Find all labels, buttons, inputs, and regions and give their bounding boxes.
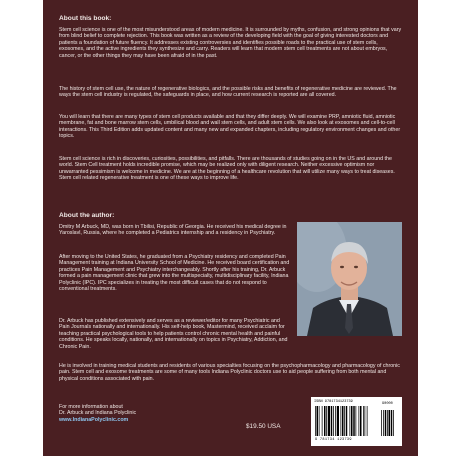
about-book-heading: About this book: [59,15,112,22]
addon-code: 90000 [382,402,393,406]
about-book-paragraph-4: Stem cell science is rich in discoveries, curiosities, possibilities, and pitfalls. There are thousands of studies going on in the US and around the world. Stem Cell treatment holds incredible promise, which may be realized only with diligent research. Neither excessive optimism nor unwarranted pessimism is welcome in medicine. We are at the beginning of a healthcare revolution that will utilize many ways to treat diseases. Stem cell related regenerative treatment is one of these ways to improve life. [59,156,395,182]
about-book-paragraph-3: You will learn that there are many types of stem cell products available and that they differ deeply. We will examine PRP, amniotic fluid, amniotic membrane, fat and bone marrow stem cells, umbilical blood and wall stem cells, and adult stem cells. We also look at exosomes and cell-to-cell interactions. This Third Edition adds updated content and many new and expanded chapters, including regulatory environment changes and other topics. [59,114,401,140]
contact-info [59,404,136,423]
about-book-paragraph-1: Stem cell science is one of the most misunderstood areas of modern medicine. It is surrounded by myths, confusion, and strong opinions that vary from blind belief to complete rejection. This book was written as a review of the developing field with the goal of giving interested doctors and patients a foundation of future fluency. It addresses existing controversies and identifies possible roads to the practical use of stem cells, exosomes, and the active ingredients they synthesize and carry. Readers will learn that modern stem cell treatments are not about embryos, cancer, or the other things they may have been afraid of in the past. [59,27,402,59]
about-author-paragraph-2: After moving to the United States, he graduated from a Psychiatry residency and completed Pain Management training at Indiana University School of Medicine. He received board certification and practices Pain Management and Psychiatry interchangeably. Shortly after his training, Dr. Arbuck formed a pain management clinic that grew into the multispecialty, multidisciplinary facility, Indiana Polyclinic (IPC). IPC specializes in treating the most difficult cases that do not respond to conventional treatments. [59,254,290,293]
about-author-paragraph-3: Dr. Arbuck has published extensively and serves as a reviewer/editor for many Psychiatric and Pain Journals nationally and internationally. His self-help book, Mastermind, received acclaim for teaching practical psychological tools to help patients control chronic mental health and painful conditions. He speaks locally, nationally, and internationally on topics in Psychiatry, Addiction, and Chronic Pain. [59,318,288,350]
about-book-paragraph-2: The history of stem cell use, the nature of regenerative biologics, and the possible risks and benefits of regenerative medicine are reviewed. The ways the stem cell industry is regulated, the safeguards in place, and how current research is reported are all covered. [59,86,397,99]
contact-line-1: For more information about [59,404,123,410]
back-cover [43,0,418,456]
isbn-label: ISBN 9781734123739 [314,400,353,404]
contact-line-2: Dr. Arbuck and Indiana Polyclinic [59,410,137,417]
about-author-paragraph-1: Dmitry M Arbuck, MD, was born in Tbilisi, Republic of Georgia. He received his medical degree in Yaroslavl, Russia, where he completed a Pediatrics internship and a residency in Psychiatry. [59,224,287,237]
author-photo [297,222,402,336]
price-label: $19.50 USA [246,423,281,430]
about-author-paragraph-4: He is involved in training medical students and residents of various specialties focusing on the psychopharmacology and pharmacology of chronic pain. Stem cell and exosome treatments are some of many tools Indiana Polyclinic doctors use to aid people suffering from both mental and physical conditions associated with pain. [59,363,400,382]
website-link[interactable]: www.IndianaPolyclinic.com [59,416,129,423]
barcode-bars [315,406,398,438]
about-author-heading: About the author: [59,212,115,219]
isbn-digits: 9 781734 123739 [315,438,352,442]
isbn-barcode [311,397,402,446]
